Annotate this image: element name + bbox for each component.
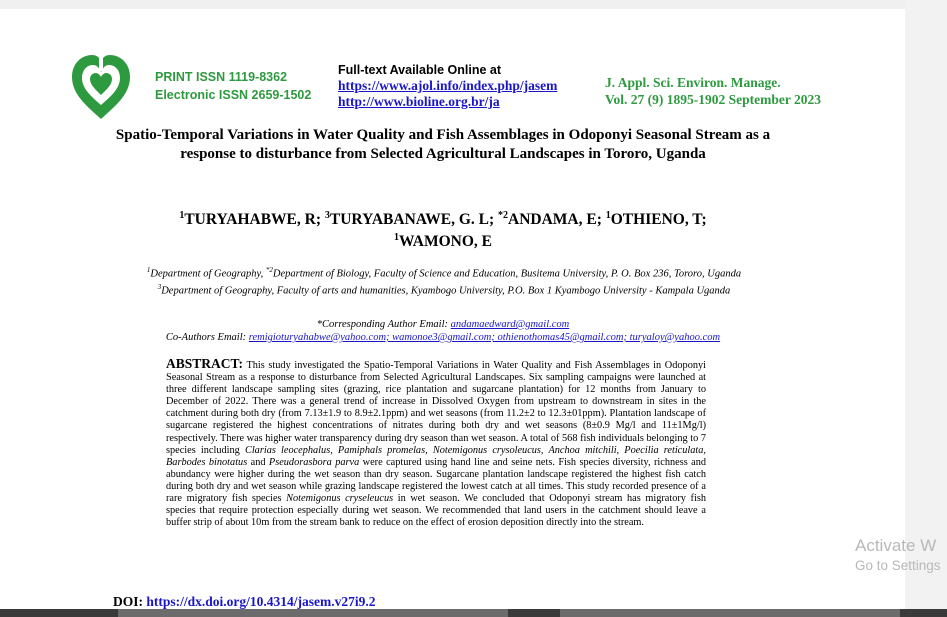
taskbar-segment bbox=[560, 609, 900, 617]
journal-info bbox=[605, 74, 821, 108]
species-list: Clarias leocephalus, Pamiphals promelas, Notemigonus crysoleucus, Anchoa mitchili, Poecilia reticulata, Barbodes binotatus bbox=[166, 444, 706, 468]
taskbar-segment bbox=[118, 609, 508, 617]
abstract-heading: ABSTRACT: bbox=[166, 356, 244, 371]
viewer-gutter bbox=[905, 0, 947, 609]
print-issn: PRINT ISSN 1119-8362 bbox=[155, 70, 288, 84]
species-name: Pseudorasbora parva bbox=[268, 456, 360, 468]
pdf-page bbox=[0, 9, 905, 609]
fulltext-block bbox=[338, 62, 557, 110]
author: $^1$TURYAHABWE, R; bbox=[179, 210, 325, 229]
author: $^3$TURYABANAWE, G. L; bbox=[324, 210, 499, 229]
affiliation-2: $^3$Department of Geography, Faculty of arts and humanities, Kyambogo University, P.O. Box 1 Kyambogo University - Kampala Uganda bbox=[157, 282, 731, 296]
journal-name: J. Appl. Sci. Environ. Manage. bbox=[605, 75, 781, 90]
contact-emails bbox=[100, 318, 786, 344]
author: $^{*2}$ANDAMA, E; bbox=[498, 210, 606, 229]
journal-volume: Vol. 27 (9) 1895-1902 September 2023 bbox=[605, 92, 821, 107]
coauthors: Co-Authors Email: remigioturyahabwe@yahoo.com; wamonoe3@gmail.com; othienothomas45@gmail.com; turyaloy@yahoo.com bbox=[165, 332, 721, 343]
affiliation-1: $^1$Department of Geography, $^{*2}$Department of Biology, Faculty of Science and Education, Busitema University, P. O. Box 236, Tororo, Uganda bbox=[146, 266, 742, 280]
electronic-issn: Electronic ISSN 2659-1502 bbox=[155, 88, 312, 102]
paper-title: Spatio-Temporal Variations in Water Quality and Fish Assemblages in Odoponyi Seasonal Stream as a response to disturbance from Selected Agricultural Landscapes in Tororo, Uganda bbox=[115, 127, 771, 162]
doi-line bbox=[113, 594, 376, 609]
issn-block bbox=[155, 68, 311, 104]
author: $^1$OTHIENO, T; bbox=[605, 210, 707, 229]
rare-species-name: Notemigonus cryseleucus bbox=[286, 493, 394, 505]
doi-link[interactable]: https://dx.doi.org/10.4314/jasem.v27i9.2 bbox=[146, 594, 376, 609]
coauthor-emails-link[interactable]: remigioturyahabwe@yahoo.com; wamonoe3@gmail.com; othienothomas45@gmail.com; turyaloy@yahoo.com bbox=[248, 332, 721, 343]
corresponding-email-link[interactable]: andamaedward@gmail.com bbox=[450, 319, 570, 330]
fulltext-label: Full-text Available Online at bbox=[338, 63, 501, 77]
journal-logo-icon bbox=[68, 49, 134, 121]
author: $^1$WAMONO, E bbox=[394, 232, 492, 251]
doi-label: DOI: bbox=[113, 594, 147, 609]
bioline-link[interactable]: http://www.bioline.org.br/ja bbox=[338, 94, 500, 109]
abstract: ABSTRACT: This study investigated the Spatio-Temporal Variations in Water Quality and Fish Assemblages in Odoponyi Seasonal Stream as a response to disturbance from Selected Agricultural Landscapes. Six sampling campaigns were launched at three different landscape sampling sites (grazing, rice plantation and sugarcane plantation) for 12 months from January to December of 2022. There was a general trend of increase in Dissolved Oxygen from upstream to downstream in sites in the catchment during both dry (from 7.13±1.9 to 8.9±2.1ppm) and wet seasons (from 11.2±2 to 12.3±01ppm). Plantation landscape of sugarcane registered the highest concentrations of nitrates during both dry and wet seasons (8±0.9 Mg/l and 11±1Mg/l) respectively. There was higher water transparency during dry season than wet season. A total of 568 fish individuals belonging to 7 species including Clarias leocephalus, Pamiphals promelas, Notemigonus crysoleucus, Anchoa mitchili, Poecilia reticulata, Barbodes binotatus and Pseudorasbora parva were captured using hand line and seine nets. Fish species diversity, richness and abundancy were higher during the wet season than dry season. Sugarcane plantation landscape registered the highest fish catch during both dry and wet season while grazing landscape registered the lowest catch at all times. This study recorded presence of a rare migratory fish species Notemigonus cryseleucus in wet season. We concluded that Odoponyi stream has migratory fish species that require protection especially during wet season. We recommended that land users in the catchment should leave a buffer strip of about 10m from the stream bank to reduce on the effect of erosion deposition directly into the stream. bbox=[166, 356, 706, 529]
affiliations bbox=[112, 264, 776, 297]
taskbar-strip bbox=[0, 609, 947, 617]
activate-windows-watermark: Activate W Go to Settings bbox=[855, 536, 941, 573]
corresponding-author: *Corresponding Author Email: andamaedward@gmail.com bbox=[316, 319, 570, 330]
author-list bbox=[100, 207, 786, 251]
ajol-link[interactable]: https://www.ajol.info/index.php/jasem bbox=[338, 78, 558, 93]
